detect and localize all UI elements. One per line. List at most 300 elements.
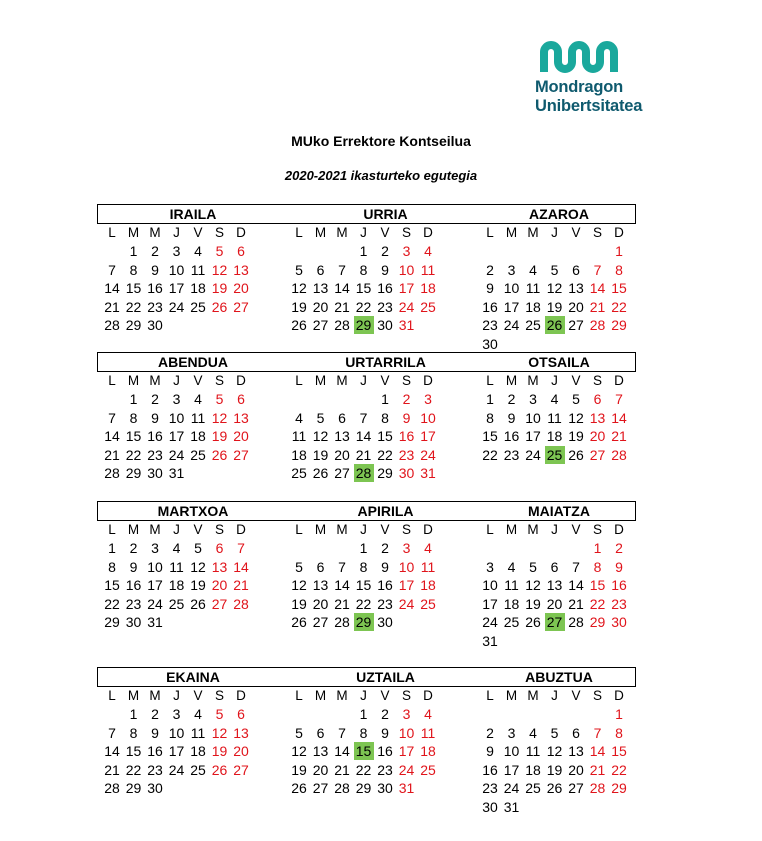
day-cell: 26 (211, 446, 228, 463)
day-cell: 25 (190, 761, 206, 778)
day-cell: 25 (420, 298, 436, 315)
weekday-label: M (127, 373, 140, 388)
day-cell: 26 (291, 614, 307, 630)
day-cell: 20 (233, 280, 249, 296)
weekday-label: D (236, 522, 246, 537)
day-cell: 9 (151, 409, 159, 426)
weekday-label: V (193, 688, 203, 703)
day-cell: 30 (125, 614, 142, 630)
day-cell: 18 (190, 428, 206, 444)
day-cell: 9 (507, 409, 516, 426)
day-cell: 23 (503, 446, 520, 463)
day-cell: 22 (355, 761, 372, 778)
day-cell: 4 (529, 261, 537, 278)
day-cell: 6 (572, 724, 580, 741)
day-cell: 12 (568, 409, 584, 426)
day-cell: 15 (611, 743, 627, 759)
day-cell: 22 (355, 595, 372, 612)
weekday-label: D (614, 522, 624, 537)
day-cell: 23 (377, 761, 393, 778)
weekday-label: V (380, 688, 390, 703)
weekday-label: L (295, 225, 303, 240)
day-cell: 21 (334, 298, 350, 315)
day-cell: 26 (190, 595, 206, 612)
day-cell: 12 (291, 577, 307, 593)
day-cell: 2 (381, 706, 389, 722)
month-header-urria: URRIA (288, 204, 483, 224)
day-cell: 25 (545, 446, 565, 464)
day-cell: 15 (354, 742, 374, 760)
day-cell: 19 (546, 761, 563, 778)
weekday-label: M (336, 373, 348, 388)
day-cell: 16 (377, 280, 393, 296)
day-cell: 1 (359, 706, 368, 722)
day-cell: 10 (168, 409, 185, 426)
day-cell: 13 (233, 724, 249, 741)
mu-logo-icon (539, 40, 631, 74)
day-cell: 28 (233, 595, 249, 612)
day-cell: 15 (125, 280, 142, 296)
day-cell: 7 (338, 558, 346, 575)
day-cell: 18 (291, 446, 307, 463)
day-cell: 18 (525, 298, 541, 315)
day-cell: 25 (503, 614, 520, 630)
day-cell: 31 (398, 317, 415, 333)
day-cell: 31 (168, 465, 185, 481)
day-cell: 16 (482, 298, 498, 315)
day-cell: 12 (546, 743, 563, 759)
weekday-label: D (236, 225, 246, 240)
day-cell: 23 (125, 595, 142, 612)
day-cell: 20 (312, 761, 329, 778)
day-cell: 11 (525, 280, 541, 296)
day-cell: 10 (168, 724, 185, 741)
day-cell: 30 (147, 317, 163, 333)
day-cell: 16 (611, 577, 627, 593)
day-cell: 30 (147, 465, 163, 481)
day-cell: 1 (593, 540, 602, 556)
weekday-label: L (108, 225, 116, 240)
day-cell: 7 (108, 409, 116, 426)
day-cell: 8 (359, 558, 368, 575)
day-cell: 21 (589, 298, 606, 315)
weekday-label: M (505, 688, 518, 703)
day-cell: 25 (190, 446, 206, 463)
day-cell: 5 (572, 391, 580, 407)
day-cell: 26 (291, 317, 307, 333)
day-cell: 29 (125, 465, 142, 481)
day-cell: 22 (611, 761, 627, 778)
day-cell: 13 (589, 409, 606, 426)
day-cell: 17 (525, 428, 541, 444)
day-cell: 2 (151, 391, 159, 407)
month-header-abendua: ABENDUA (97, 352, 288, 372)
weekday-label: L (108, 688, 116, 703)
day-cell: 19 (525, 595, 541, 612)
weekday-label: L (486, 688, 494, 703)
day-cell: 5 (215, 706, 224, 722)
day-cell: 7 (593, 261, 602, 278)
day-cell: 8 (615, 724, 623, 741)
day-cell: 5 (215, 243, 224, 259)
day-cell: 12 (291, 280, 307, 296)
day-cell: 17 (168, 428, 185, 444)
day-cell: 22 (125, 446, 142, 463)
weekday-label: J (360, 522, 367, 537)
day-cell: 30 (147, 780, 163, 796)
day-cell: 28 (334, 317, 350, 333)
day-cell: 10 (525, 409, 541, 426)
day-cell: 30 (398, 465, 415, 481)
day-cell: 22 (104, 595, 120, 612)
day-cell: 18 (190, 280, 206, 296)
day-cell: 19 (291, 761, 307, 778)
day-cell: 14 (334, 743, 350, 759)
day-cell: 4 (550, 391, 559, 407)
day-cell: 24 (168, 761, 185, 778)
weekday-label: J (551, 225, 558, 240)
day-cell: 28 (589, 317, 606, 333)
day-cell: 17 (147, 577, 163, 593)
day-cell: 18 (546, 428, 563, 444)
day-cell: 31 (482, 632, 498, 649)
day-cell: 3 (402, 243, 411, 259)
weekday-label: J (551, 522, 558, 537)
day-cell: 30 (377, 614, 393, 630)
day-cell: 18 (420, 280, 436, 296)
day-cell: 12 (211, 409, 228, 426)
day-cell: 14 (233, 558, 249, 575)
weekday-label: M (505, 373, 518, 388)
day-cell: 20 (546, 595, 563, 612)
weekday-label: L (295, 373, 303, 388)
day-cell: 8 (359, 261, 368, 278)
day-cell: 6 (237, 243, 245, 259)
day-cell: 16 (377, 577, 393, 593)
day-cell: 12 (211, 724, 228, 741)
day-cell: 26 (568, 446, 584, 463)
day-cell: 5 (215, 391, 224, 407)
day-cell: 1 (359, 243, 368, 259)
day-cell: 15 (482, 428, 498, 444)
day-cell: 20 (233, 428, 249, 444)
day-cell: 24 (168, 298, 185, 315)
day-cell: 2 (507, 391, 516, 407)
day-cell: 29 (589, 614, 606, 630)
month-header-martxoa: MARTXOA (97, 501, 288, 521)
weekday-label: J (360, 225, 367, 240)
weekday-label: M (336, 688, 348, 703)
day-cell: 9 (151, 724, 159, 741)
day-cell: 27 (233, 298, 249, 315)
day-cell: 16 (147, 428, 163, 444)
day-cell: 16 (125, 577, 142, 593)
weekday-label: S (214, 225, 224, 240)
day-cell: 4 (424, 243, 432, 259)
day-cell: 28 (354, 464, 374, 482)
day-cell: 4 (194, 391, 202, 407)
day-cell: 24 (525, 446, 541, 463)
day-cell: 22 (589, 595, 606, 612)
day-cell: 16 (377, 743, 393, 759)
day-cell: 9 (381, 261, 389, 278)
day-cell: 2 (615, 540, 623, 556)
day-cell: 10 (420, 409, 436, 426)
weekday-label: S (214, 373, 224, 388)
day-cell: 17 (398, 280, 415, 296)
day-cell: 26 (545, 316, 565, 334)
day-cell: 27 (589, 446, 606, 463)
weekday-label: D (236, 688, 246, 703)
day-cell: 24 (398, 761, 415, 778)
day-cell: 4 (507, 558, 516, 575)
month-header-apirila: APIRILA (288, 501, 483, 521)
day-cell: 8 (593, 558, 602, 575)
weekday-label: J (173, 373, 180, 388)
day-cell: 21 (233, 577, 249, 593)
day-cell: 7 (572, 558, 580, 575)
day-cell: 17 (482, 595, 498, 612)
day-cell: 12 (211, 261, 228, 278)
day-cell: 23 (147, 761, 163, 778)
weekday-label: V (193, 225, 203, 240)
weekday-label: V (380, 522, 390, 537)
day-cell: 11 (169, 558, 184, 575)
day-cell: 18 (168, 577, 185, 593)
weekday-label: S (592, 225, 602, 240)
weekday-label: M (314, 225, 327, 240)
day-cell: 6 (593, 391, 602, 407)
weekday-label: S (214, 522, 224, 537)
day-cell: 3 (172, 706, 181, 722)
day-cell: 18 (525, 761, 541, 778)
day-cell: 15 (125, 428, 142, 444)
day-cell: 27 (545, 613, 565, 631)
day-cell: 20 (334, 446, 350, 463)
day-cell: 4 (424, 706, 432, 722)
day-cell: 25 (525, 317, 541, 333)
day-cell: 14 (611, 409, 627, 426)
weekday-label: V (571, 373, 581, 388)
day-cell: 9 (381, 558, 389, 575)
day-cell: 10 (503, 280, 520, 296)
day-cell: 3 (486, 558, 494, 575)
day-cell: 15 (355, 280, 372, 296)
day-cell: 6 (237, 706, 245, 722)
day-cell: 29 (125, 317, 142, 333)
day-cell: 19 (568, 428, 584, 444)
day-cell: 24 (147, 595, 163, 612)
day-cell: 6 (572, 261, 580, 278)
day-cell: 9 (381, 724, 389, 741)
day-cell: 6 (215, 540, 224, 556)
month-header-iraila: IRAILA (97, 204, 288, 224)
day-cell: 1 (129, 391, 138, 407)
day-cell: 13 (312, 280, 329, 296)
day-cell: 9 (486, 280, 494, 296)
day-cell: 20 (312, 298, 329, 315)
day-cell: 17 (420, 428, 436, 444)
day-cell: 17 (398, 577, 415, 593)
day-cell: 3 (402, 540, 411, 556)
day-cell: 11 (190, 409, 206, 426)
day-cell: 29 (611, 317, 627, 333)
weekday-label: M (527, 522, 539, 537)
day-cell: 16 (147, 743, 163, 759)
day-cell: 11 (420, 724, 436, 741)
day-cell: 21 (104, 298, 120, 315)
day-cell: 6 (316, 724, 325, 741)
day-cell: 9 (402, 409, 411, 426)
day-cell: 3 (529, 391, 537, 407)
day-cell: 12 (190, 558, 206, 575)
day-cell: 27 (334, 465, 350, 481)
day-cell: 2 (151, 243, 159, 259)
day-cell: 24 (503, 317, 520, 333)
day-cell: 15 (589, 577, 606, 593)
weekday-label: D (236, 373, 246, 388)
weekday-label: V (380, 225, 390, 240)
day-cell: 10 (398, 558, 415, 575)
day-cell: 25 (525, 780, 541, 796)
day-cell: 1 (129, 706, 138, 722)
day-cell: 14 (334, 577, 350, 593)
weekday-label: S (214, 688, 224, 703)
day-cell: 21 (334, 761, 350, 778)
day-cell: 28 (104, 465, 120, 481)
day-cell: 10 (147, 558, 163, 575)
day-cell: 14 (104, 428, 120, 444)
day-cell: 17 (503, 298, 520, 315)
weekday-label: J (173, 522, 180, 537)
day-cell: 9 (615, 558, 623, 575)
day-cell: 4 (194, 243, 202, 259)
day-cell: 29 (355, 780, 372, 796)
day-cell: 12 (291, 743, 307, 759)
weekday-label: S (401, 522, 411, 537)
day-cell: 8 (129, 724, 138, 741)
day-cell: 25 (190, 298, 206, 315)
weekday-label: L (108, 522, 116, 537)
month-header-uztaila: UZTAILA (288, 667, 483, 687)
day-cell: 30 (611, 614, 627, 630)
day-cell: 23 (482, 317, 498, 333)
day-cell: 6 (237, 391, 245, 407)
day-cell: 6 (316, 558, 325, 575)
day-cell: 20 (233, 743, 249, 759)
day-cell: 14 (104, 280, 120, 296)
day-cell: 15 (355, 577, 372, 593)
day-cell: 15 (125, 743, 142, 759)
day-cell: 13 (312, 743, 329, 759)
day-cell: 30 (377, 317, 393, 333)
weekday-label: S (592, 373, 602, 388)
page-subtitle: 2020-2021 ikasturteko egutegia (284, 168, 478, 183)
day-cell: 26 (211, 298, 228, 315)
day-cell: 14 (589, 743, 606, 759)
day-cell: 8 (129, 409, 138, 426)
day-cell: 1 (129, 243, 138, 259)
day-cell: 24 (398, 595, 415, 612)
day-cell: 28 (589, 780, 606, 796)
day-cell: 27 (312, 317, 329, 333)
day-cell: 13 (211, 558, 228, 575)
day-cell: 7 (338, 261, 346, 278)
day-cell: 3 (402, 706, 411, 722)
day-cell: 3 (151, 540, 159, 556)
weekday-label: D (614, 373, 624, 388)
day-cell: 28 (334, 614, 350, 630)
day-cell: 16 (398, 428, 415, 444)
day-cell: 27 (233, 446, 249, 463)
day-cell: 5 (295, 261, 303, 278)
day-cell: 24 (168, 446, 185, 463)
day-cell: 8 (129, 261, 138, 278)
weekday-label: S (401, 373, 411, 388)
day-cell: 18 (503, 595, 520, 612)
day-cell: 27 (568, 780, 584, 796)
day-cell: 24 (503, 780, 520, 796)
weekday-label: M (314, 522, 327, 537)
day-cell: 1 (615, 243, 623, 259)
month-header-abuztua: ABUZTUA (483, 667, 636, 687)
day-cell: 14 (589, 280, 606, 296)
day-cell: 8 (359, 724, 368, 741)
day-cell: 10 (168, 261, 185, 278)
day-cell: 10 (503, 743, 520, 759)
day-cell: 29 (611, 780, 627, 796)
day-cell: 28 (104, 317, 120, 333)
day-cell: 11 (291, 428, 307, 444)
day-cell: 13 (568, 280, 584, 296)
day-cell: 23 (482, 780, 498, 796)
day-cell: 5 (316, 409, 325, 426)
day-cell: 21 (355, 446, 372, 463)
weekday-label: S (401, 688, 411, 703)
weekday-label: D (423, 522, 433, 537)
weekday-label: M (149, 522, 161, 537)
weekday-label: D (614, 688, 624, 703)
logo-line-2: Unibertsitatea (535, 97, 643, 115)
day-cell: 5 (295, 558, 303, 575)
day-cell: 14 (355, 428, 372, 444)
day-cell: 24 (482, 614, 498, 630)
day-cell: 4 (172, 540, 181, 556)
day-cell: 5 (295, 724, 303, 741)
day-cell: 4 (424, 540, 432, 556)
day-cell: 25 (420, 761, 436, 778)
day-cell: 23 (398, 446, 415, 463)
month-header-urtarrila: URTARRILA (288, 352, 483, 372)
day-cell: 6 (550, 558, 559, 575)
day-cell: 23 (377, 298, 393, 315)
weekday-label: L (486, 373, 494, 388)
day-cell: 16 (482, 761, 498, 778)
day-cell: 29 (125, 780, 142, 796)
day-cell: 28 (334, 780, 350, 796)
university-logo (535, 40, 670, 120)
weekday-label: D (423, 225, 433, 240)
day-cell: 27 (233, 761, 249, 778)
day-cell: 9 (151, 261, 159, 278)
weekday-label: M (127, 522, 140, 537)
weekday-label: J (173, 225, 180, 240)
weekday-label: D (423, 373, 433, 388)
weekday-label: D (423, 688, 433, 703)
day-cell: 3 (172, 391, 181, 407)
day-cell: 11 (190, 724, 206, 741)
day-cell: 22 (125, 298, 142, 315)
